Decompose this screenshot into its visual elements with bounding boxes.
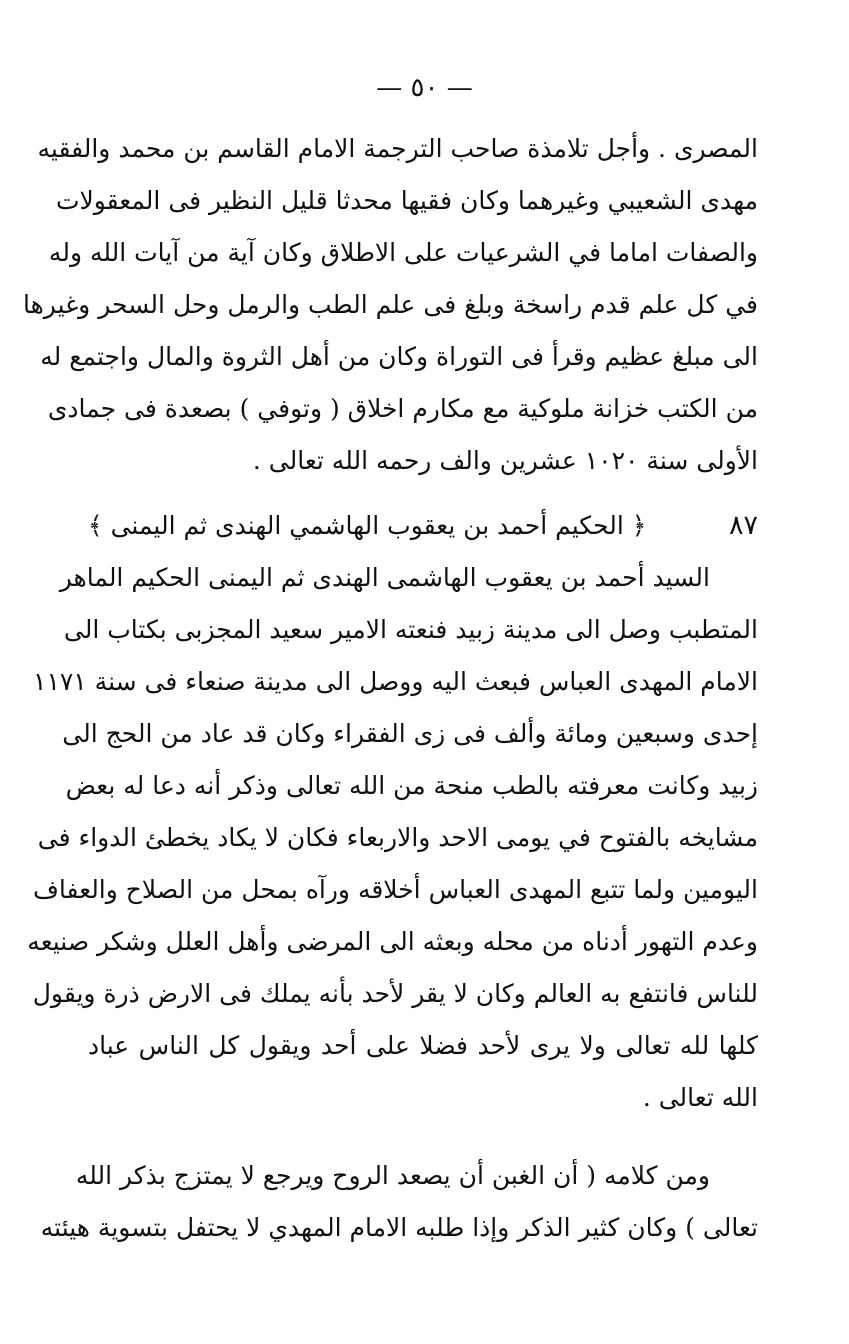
text-line: ومن كلامه ( أن الغبن أن يصعد الروح ويرجع لا يمتزج بذكر الله — [75, 1161, 710, 1190]
text-line: إحدى وسبعين ومائة وألف فى زى الفقراء وكان قد عاد من الحج الى — [62, 719, 758, 748]
paragraph-previous-entry-end — [22, 123, 758, 487]
entry-heading — [88, 500, 758, 552]
text-line: السيد أحمد بن يعقوب الهاشمى الهندى ثم اليمنى الحكيم الماهر — [59, 563, 710, 592]
text-line: والصفات اماما في الشرعيات على الاطلاق وكان آية من آيات الله وله — [48, 238, 758, 267]
text-line: في كل علم قدم راسخة وبلغ فى علم الطب والرمل وحل السحر وغيرها — [22, 290, 758, 319]
text-line: من الكتب خزانة ملوكية مع مكارم اخلاق ( وتوفي ) بصعدة فى جمادى — [47, 394, 758, 423]
text-line: الأولى سنة ١٠٢٠ عشرين والف رحمه الله تعالى . — [252, 446, 758, 475]
entry-number: ٨٧ — [728, 510, 758, 541]
text-line: المصرى . وأجل تلامذة صاحب الترجمة الامام القاسم بن محمد والفقيه — [37, 134, 758, 163]
text-line: زبيد وكانت معرفته بالطب منحة من الله تعالى وذكر أنه دعا له بعض — [65, 771, 758, 800]
text-line: الله تعالى . — [642, 1083, 758, 1112]
text-line: للناس فانتفع به العالم وكان لا يقر لأحد بأنه يملك فى الارض ذرة ويقول — [32, 979, 758, 1008]
page-number: — ٥٠ — — [376, 73, 473, 103]
text-line: الامام المهدى العباس فبعث اليه ووصل الى مدينة صنعاء فى سنة ١١٧١ — [33, 667, 758, 696]
text-line: المتطبب وصل الى مدينة زبيد فنعته الامير سعيد المجزبى بكتاب الى — [63, 615, 758, 644]
entry-title: ﴿ الحكيم أحمد بن يعقوب الهاشمي الهندى ثم اليمنى ﴾ — [88, 511, 647, 540]
paragraph-sayings — [40, 1150, 758, 1254]
text-line: تعالى ) وكان كثير الذكر وإذا طلبه الامام المهدي لا يحتفل بتسوية هيئته — [40, 1213, 758, 1242]
text-line: اليومين ولما تتبع المهدى العباس أخلاقه ورآه بمحل من الصلاح والعفاف — [32, 875, 758, 904]
text-line: مهدى الشعيبي وغيرهما وكان فقيها محدثا قليل النظير فى المعقولات — [55, 186, 758, 215]
text-line: مشايخه بالفتوح في يومى الاحد والاربعاء فكان لا يكاد يخطئ الدواء فى — [37, 823, 758, 852]
text-line: وعدم التهور أدناه من محله وبعثه الى المرضى وأهل العلل وشكر صنيعه — [27, 927, 758, 956]
text-line: كلها لله تعالى ولا يرى لأحد فضلا على أحد ويقول كل الناس عباد — [88, 1031, 758, 1060]
entry-87 — [27, 500, 758, 1124]
text-line: الى مبلغ عظيم وقرأ فى التوراة وكان من أهل الثروة والمال واجتمع له — [40, 342, 758, 371]
